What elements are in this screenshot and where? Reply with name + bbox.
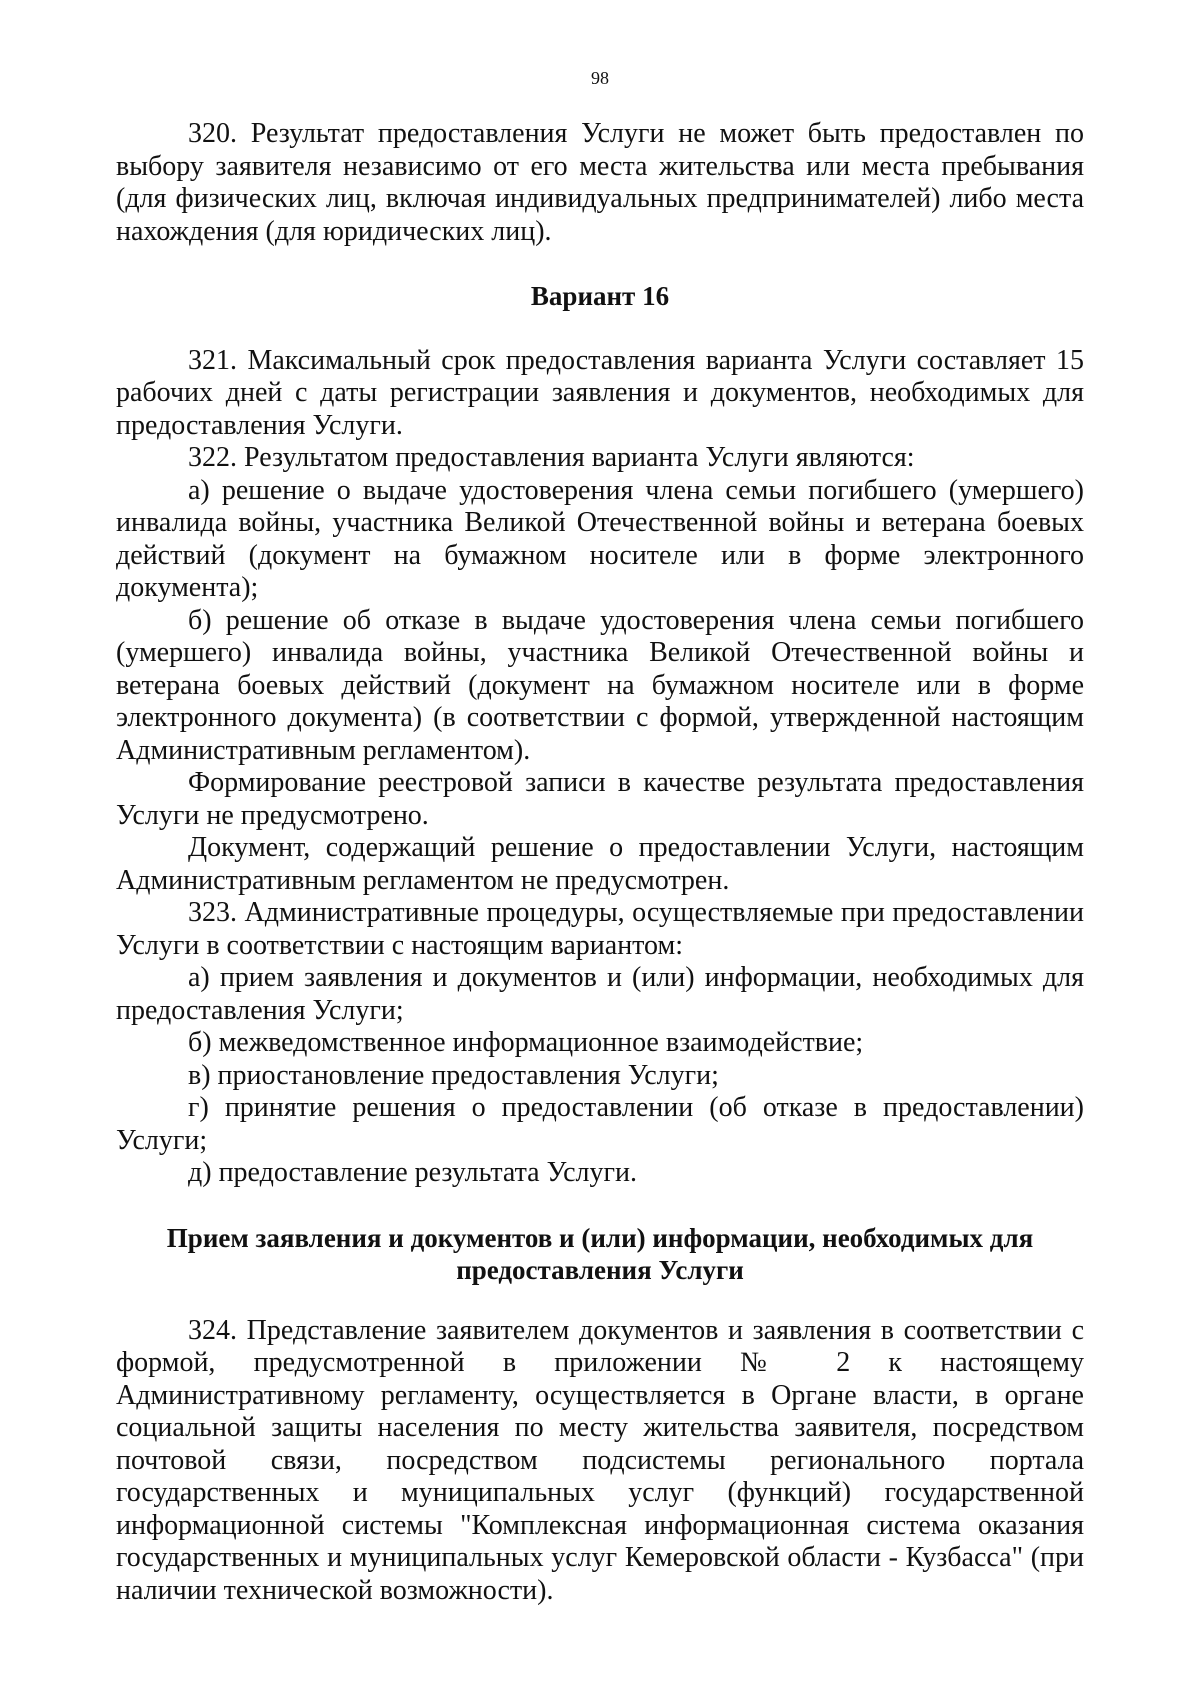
paragraph-323: 323. Административные процедуры, осуществляемые при предоставлении Услуги в соответствии с настоящим вариантом: — [116, 897, 1084, 961]
paragraph-321: 321. Максимальный срок предоставления варианта Услуги составляет 15 рабочих дней с даты регистрации заявления и документов, необходимых для предоставления Услуги. — [116, 344, 1084, 441]
document-body — [116, 118, 1084, 1607]
paragraph-320: 320. Результат предоставления Услуги не может быть предоставлен по выбору заявителя независимо от его места жительства или места пребывания (для физических лиц, включая индивидуальных предпринимателей) либо места нахождения (для юридических лиц). — [116, 118, 1084, 247]
section-heading-variant: Вариант 16 — [530, 281, 670, 311]
paragraph-registry-record: Формирование реестровой записи в качестве результата предоставления Услуги не предусмотрено. — [116, 767, 1084, 831]
paragraph-323-g: г) принятие решения о предоставлении (об отказе в предоставлении) Услуги; — [116, 1092, 1084, 1156]
page-number: 98 — [591, 68, 609, 88]
paragraph-322-b: б) решение об отказе в выдаче удостоверения члена семьи погибшего (умершего) инвалида войны, участника Великой Отечественной войны и ветерана боевых действий (документ на бумажном носителе или в форме электронного документа) (в соответствии с формой, утвержденной настоящим Административным регламентом). — [116, 604, 1084, 766]
paragraph-decision-document: Документ, содержащий решение о предоставлении Услуги, настоящим Административным регламентом не предусмотрен. — [116, 832, 1084, 896]
paragraph-322-a: а) решение о выдаче удостоверения члена семьи погибшего (умершего) инвалида войны, участника Великой Отечественной войны и ветерана боевых действий (документ на бумажном носителе или в форме электронного документа); — [116, 474, 1084, 603]
paragraph-323-d: д) предоставление результата Услуги. — [188, 1157, 637, 1188]
paragraph-322: 322. Результатом предоставления варианта Услуги являются: — [188, 442, 915, 473]
paragraph-323-a: а) прием заявления и документов и (или) информации, необходимых для предоставления Услуги; — [116, 962, 1084, 1026]
paragraph-324: 324. Представление заявителем документов и заявления в соответствии с формой, предусмотренной в приложении № 2 к настоящему Административному регламенту, осуществляется в Органе власти, в органе социальной защиты населения по месту жительства заявителя, посредством почтовой связи, посредством подсистемы регионального портала государственных и муниципальных услуг (функций) государственной информационной системы "Комплексная информационная система оказания государственных и муниципальных услуг Кемеровской области - Кузбасса" (при наличии технической возможности). — [116, 1314, 1084, 1606]
paragraph-323-b: б) межведомственное информационное взаимодействие; — [188, 1027, 864, 1058]
section-heading-reception: Прием заявления и документов и (или) информации, необходимых для предоставления Услуги — [166, 1222, 1034, 1285]
paragraph-323-v: в) приостановление предоставления Услуги; — [188, 1059, 719, 1091]
